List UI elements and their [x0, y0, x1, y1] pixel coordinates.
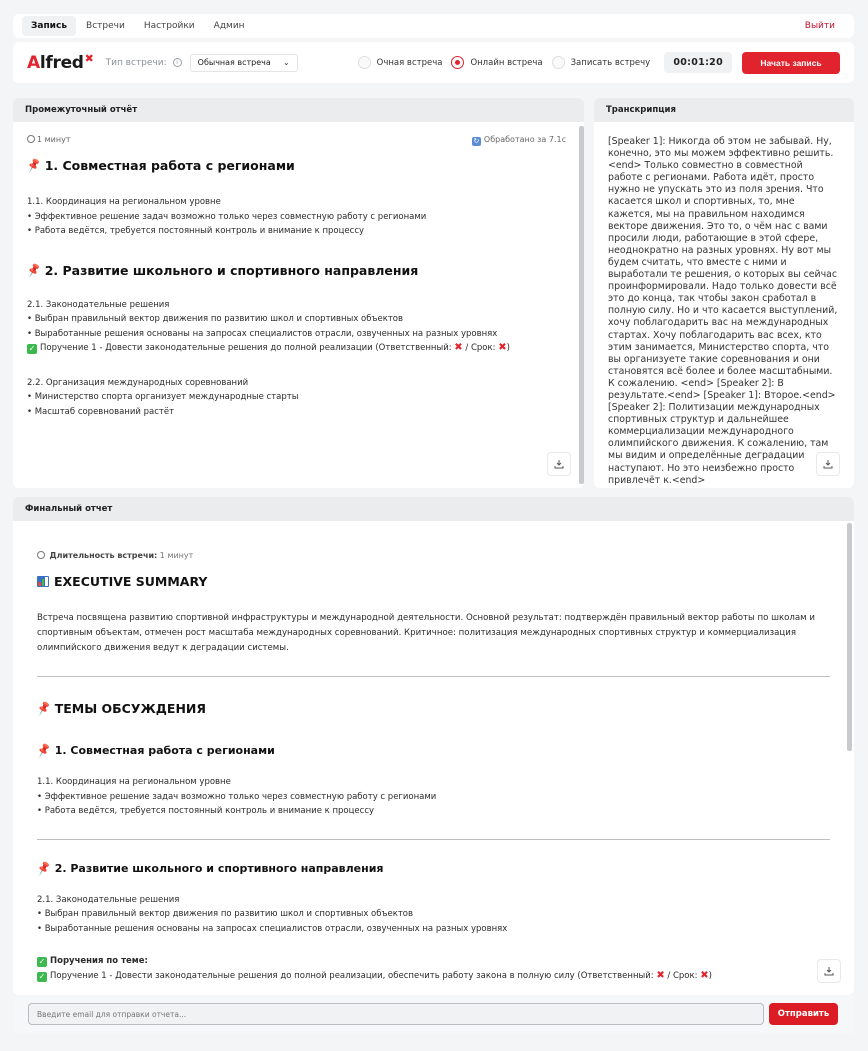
radio-label: Очная встреча — [376, 57, 443, 68]
send-button[interactable]: Отправить — [769, 1003, 838, 1025]
refresh-icon: ↻ — [473, 137, 480, 145]
task-text: Поручение 1 - Довести законодательные решения до полной реализации (Ответственный: — [40, 343, 455, 353]
subtopic: 2.1. Законодательные решения — [37, 894, 180, 905]
cross-icon: ✖ — [498, 342, 507, 353]
topic-title: 1. Совместная работа с регионами — [44, 158, 295, 173]
subtopic: 1.1. Координация на региональном уровне — [37, 777, 231, 787]
logo-mark-icon: ✖ — [84, 51, 94, 65]
tasks-heading — [37, 954, 830, 969]
transcript-body — [594, 122, 854, 488]
radio-online[interactable] — [451, 56, 542, 69]
download-icon — [823, 459, 833, 469]
task-item — [37, 969, 830, 984]
duration-label: Длительность встречи: — [49, 551, 158, 560]
download-icon — [554, 459, 564, 469]
topic-heading — [27, 158, 570, 173]
section-title: ТЕМЫ ОБСУЖДЕНИЯ — [54, 701, 206, 716]
tab-admin[interactable]: Админ — [213, 21, 245, 31]
pin-icon: 📌 — [25, 261, 43, 279]
topic-heading — [35, 859, 830, 877]
chevron-down-icon: ⌄ — [282, 58, 290, 67]
top-nav — [13, 14, 854, 38]
logo-text: lfred — [39, 52, 84, 73]
topic-title: 1. Совместная работа с регионами — [54, 744, 275, 757]
topic-content — [37, 893, 830, 937]
cross-icon: ✖ — [700, 969, 709, 981]
topic-heading — [37, 744, 830, 757]
email-input[interactable] — [28, 1003, 764, 1025]
radio-label: Записать встречу — [570, 57, 651, 68]
subtopic: 1.1. Координация на региональном уровне — [27, 197, 221, 207]
topic-title: 2. Развитие школьного и спортивного направления — [44, 262, 419, 278]
topic-title: 2. Развитие школьного и спортивного направления — [54, 861, 384, 875]
bullet: • Работа ведётся, требуется постоянный контроль и внимание к процессу — [37, 806, 375, 816]
meeting-duration — [37, 551, 830, 560]
final-report-panel — [13, 497, 854, 995]
panel-title: Финальный отчет — [13, 497, 854, 521]
duration-value: 1 минут — [157, 551, 194, 560]
start-recording-button[interactable]: Начать запись — [742, 52, 840, 74]
email-footer — [13, 995, 854, 1033]
download-button[interactable] — [817, 959, 841, 983]
topic-content — [37, 775, 830, 819]
task-text: Поручение 1 - Довести законодательные решения до полной реализации, обеспечить работу закона в полную силу (Ответственный: — [50, 970, 657, 981]
cross-icon: ✖ — [454, 342, 463, 353]
check-icon: ✓ — [38, 957, 46, 966]
tab-record[interactable]: Запись — [22, 16, 76, 36]
tab-meetings[interactable]: Встречи — [86, 21, 125, 31]
topic-content — [27, 195, 570, 239]
section-title: EXECUTIVE SUMMARY — [54, 574, 208, 589]
check-icon: ✓ — [38, 971, 46, 981]
tasks-title: Поручения по теме: — [50, 956, 148, 966]
logo — [27, 53, 94, 73]
processing-time — [472, 135, 566, 146]
meeting-mode-radios — [358, 56, 660, 69]
panel-title: Промежуточный отчёт — [13, 98, 584, 122]
topic-heading — [27, 263, 570, 278]
task-end: ) — [708, 970, 712, 981]
interim-report-body — [13, 122, 584, 488]
radio-record[interactable] — [552, 56, 651, 69]
divider — [37, 839, 830, 840]
bullet: • Выбран правильный вектор движения по развитию школ и спортивных объектов — [27, 314, 404, 324]
divider — [37, 676, 830, 677]
bullet: • Эффективное решение задач возможно только через совместную работу с регионами — [37, 791, 437, 802]
stopwatch-icon — [37, 551, 45, 559]
tasks-section — [37, 954, 830, 983]
duration-text: 1 минут — [37, 135, 71, 144]
panel-title: Транскрипция — [594, 98, 854, 122]
executive-summary-heading — [37, 574, 830, 589]
radio-label: Онлайн встреча — [470, 57, 543, 68]
recording-timer: 00:01:20 — [664, 52, 732, 73]
pin-icon: 📌 — [35, 742, 53, 759]
bullet: • Работа ведётся, требуется постоянный контроль и внимание к процессу — [27, 226, 365, 236]
scrollbar[interactable] — [847, 523, 852, 751]
processing-time-text: Обработано за 7.1с — [483, 135, 566, 144]
transcript-panel — [594, 98, 854, 488]
cross-icon: ✖ — [656, 969, 665, 981]
meeting-type-label-text: Тип встречи: — [105, 57, 167, 68]
logout-link[interactable]: Выйти — [804, 21, 835, 31]
duration — [27, 135, 71, 146]
check-icon: ✓ — [28, 344, 36, 353]
download-icon — [824, 966, 834, 976]
topics-heading — [37, 701, 830, 716]
executive-summary-text: Встреча посвящена развитию спортивной инфраструктуры и международной деятельности. Основной результат: подтверждён правильный вектор работы по школам и спортивным объектам, отмечен рост масштаба международных соревнований. Критичное: политизация международных спортивных структур и коммерциализация олимпийского движения ведут к деградации системы. — [37, 613, 815, 653]
radio-circle[interactable] — [552, 56, 565, 69]
download-button[interactable] — [816, 452, 840, 476]
stopwatch-icon — [27, 135, 35, 143]
bullet: • Масштаб соревнований растёт — [27, 406, 175, 417]
task-item — [27, 341, 570, 356]
topic-content — [27, 298, 570, 356]
meeting-type-select[interactable] — [190, 54, 298, 72]
subtopic: 2.2. Организация международных соревнований — [27, 377, 249, 388]
bullet: • Выработанные решения основаны на запросах специалистов отрасли, озвученных на разных уровнях — [37, 923, 508, 934]
logo-letter: A — [27, 52, 40, 73]
pin-icon: 📌 — [35, 859, 53, 877]
info-icon[interactable]: i — [173, 58, 182, 67]
interim-report-panel — [13, 98, 584, 488]
task-end: ) — [506, 343, 510, 353]
final-report-body — [13, 521, 854, 995]
meeting-type-label — [106, 58, 182, 68]
scrollbar[interactable] — [579, 126, 584, 484]
bullet: • Выбран правильный вектор движения по развитию школ и спортивных объектов — [37, 909, 414, 919]
task-sep: / Срок: — [462, 343, 499, 353]
task-sep: / Срок: — [664, 970, 701, 981]
pin-icon: 📌 — [25, 157, 43, 174]
transcript-text: [Speaker 1]: Никогда об этом не забывай. Ну, конечно, это мы можем эффективно решить. <end> Только совместно в совместной работе с регионами. Работа идёт, просто нужно не упускать это из поля зрения. Что касается школ и спортивных, то, мне кажется, мы на правильном находимся векторе движения. Это то, о чём нас с вами просили люди, работающие в этой сфере, неоднократно на разных уровнях. Ну вот мы будем считать, что вместе с ними и выработали те решения, о которых вы сейчас проинформировали. Надо только довести всё это до конца, так чтобы закон сработал в полную силу. Но и что касается выступлений, хочу поблагодарить вас на международных стартах. Хочу поблагодарить вас всех, кто этим занимается, Министерство спорта, что вы организуете такие соревнования и они становятся всё более и более масштабными. К сожалению. <end> [Speaker 2]: В результате.<end> [Speaker 1]: Второе.<end> [Speaker 2]: Политизации международных спортивных структур и дальнейшее коммерциализации международного олимпийского движения. К сожалению, там мы видим и определённые деградации наступают. Но это неизбежно просто привлечёт к.<end> — [608, 136, 838, 486]
control-bar — [13, 42, 854, 83]
bar-chart-icon — [37, 576, 49, 587]
tab-settings[interactable]: Настройки — [143, 21, 195, 31]
download-button[interactable] — [547, 452, 571, 476]
pin-icon: 📌 — [35, 700, 53, 717]
bullet: • Эффективное решение задач возможно только через совместную работу с регионами — [27, 211, 427, 222]
bullet: • Министерство спорта организует международные старты — [27, 392, 299, 402]
topic-content — [27, 376, 570, 420]
subtopic: 2.1. Законодательные решения — [27, 299, 170, 310]
bullet: • Выработанные решения основаны на запросах специалистов отрасли, озвученных на разных уровнях — [27, 328, 498, 339]
report-meta — [27, 135, 570, 146]
meeting-type-value: Обычная встреча — [197, 58, 271, 67]
radio-in-person[interactable] — [358, 56, 443, 69]
radio-circle-checked[interactable] — [451, 56, 464, 69]
radio-circle[interactable] — [358, 56, 371, 69]
